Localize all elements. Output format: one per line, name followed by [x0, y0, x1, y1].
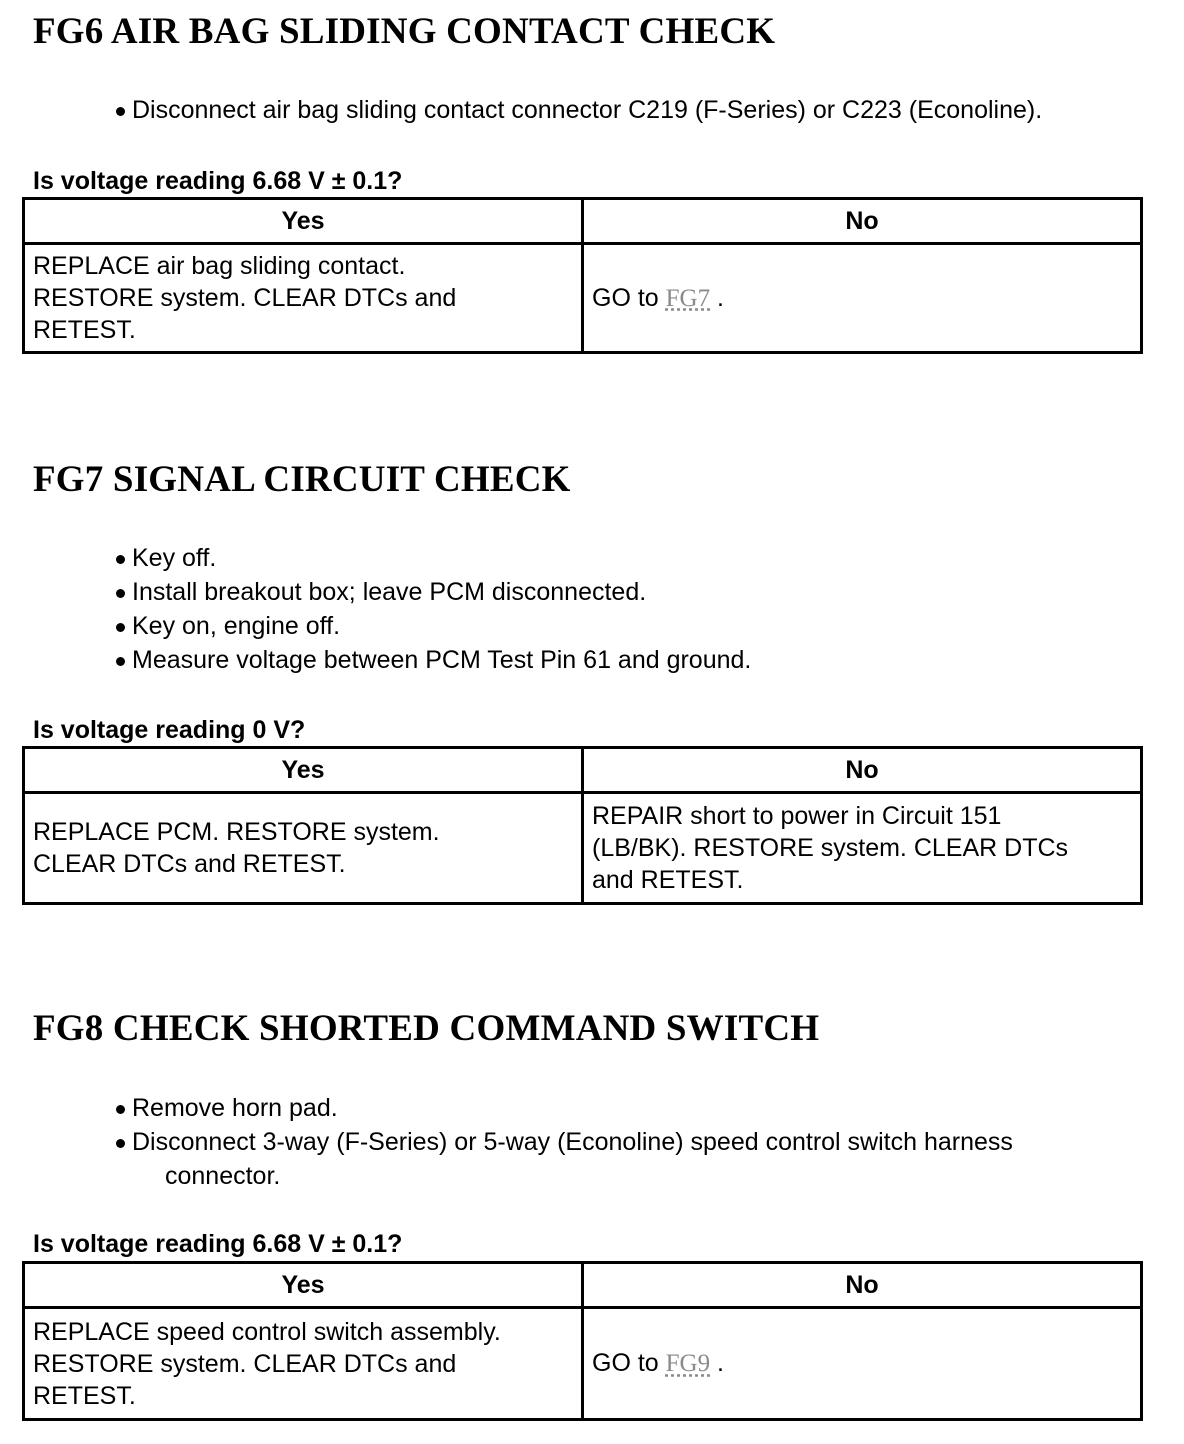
no-header: No [583, 748, 1142, 793]
period: . [710, 1349, 725, 1377]
bullet-icon [116, 1139, 125, 1148]
yes-line: REPLACE PCM. RESTORE system. [33, 818, 440, 846]
yes-line: CLEAR DTCs and RETEST. [33, 850, 346, 878]
no-cell [583, 793, 1142, 904]
fg9-link[interactable]: FG9 [665, 1350, 711, 1377]
no-line: and RETEST. [592, 866, 744, 894]
fg7-result-table [22, 746, 1143, 905]
yes-cell [24, 1308, 583, 1420]
fg6-heading: FG6 AIR BAG SLIDING CONTACT CHECK [33, 11, 776, 52]
fg7-steps [113, 541, 751, 677]
yes-header: Yes [24, 1263, 583, 1308]
fg7-step [113, 643, 751, 677]
fg7-link[interactable]: FG7 [665, 284, 711, 312]
go-to-text: GO to [592, 1349, 666, 1377]
yes-line: RETEST. [33, 316, 136, 344]
no-cell [583, 244, 1142, 353]
no-header: No [583, 199, 1142, 244]
no-cell [583, 1308, 1142, 1420]
fg8-question: Is voltage reading 6.68 V ± 0.1? [33, 1230, 403, 1258]
yes-line: REPLACE speed control switch assembly. [33, 1317, 501, 1346]
fg8-result-table [22, 1261, 1143, 1421]
fg8-steps [113, 1091, 1013, 1193]
fg7-step-text: Key on, engine off. [132, 612, 341, 640]
period: . [710, 283, 725, 312]
yes-line: RESTORE system. CLEAR DTCs and [33, 284, 457, 312]
bullet-icon [116, 1105, 125, 1114]
bullet-icon [116, 107, 125, 116]
fg7-step-text: Measure voltage between PCM Test Pin 61 and ground. [132, 646, 752, 674]
fg8-step-text: Disconnect 3-way (F-Series) or 5-way (Econoline) speed control switch harness [132, 1128, 1013, 1156]
bullet-icon [116, 589, 125, 598]
fg7-question: Is voltage reading 0 V? [33, 716, 306, 744]
yes-line: RESTORE system. CLEAR DTCs and [33, 1349, 457, 1378]
bullet-icon [116, 623, 125, 632]
yes-cell [24, 244, 583, 353]
bullet-icon [116, 555, 125, 564]
fg8-heading: FG8 CHECK SHORTED COMMAND SWITCH [33, 1008, 820, 1049]
fg8-step-text: Remove horn pad. [132, 1094, 338, 1122]
go-to-text: GO to [592, 283, 666, 312]
fg7-step-text: Key off. [132, 544, 217, 572]
yes-cell [24, 793, 583, 904]
fg6-steps [113, 93, 1042, 127]
yes-line: REPLACE air bag sliding contact. [33, 252, 406, 280]
yes-header: Yes [24, 199, 583, 244]
fg8-step [113, 1091, 1013, 1125]
fg7-step-text: Install breakout box; leave PCM disconnected. [132, 578, 647, 606]
fg8-step-continuation: connector. [165, 1162, 281, 1190]
bullet-icon [116, 657, 125, 666]
fg8-step [113, 1125, 1013, 1193]
fg6-step [113, 93, 1042, 127]
fg7-step [113, 575, 751, 609]
fg7-step [113, 609, 751, 643]
no-line: REPAIR short to power in Circuit 151 [592, 802, 1002, 830]
yes-header: Yes [24, 748, 583, 793]
no-line: (LB/BK). RESTORE system. CLEAR DTCs [592, 834, 1069, 862]
fg7-heading: FG7 SIGNAL CIRCUIT CHECK [33, 459, 571, 500]
fg6-step-text: Disconnect air bag sliding contact connector C219 (F-Series) or C223 (Econoline). [132, 96, 1043, 124]
no-header: No [583, 1263, 1142, 1308]
fg6-result-table [22, 197, 1143, 354]
fg6-question: Is voltage reading 6.68 V ± 0.1? [33, 167, 403, 195]
yes-line: RETEST. [33, 1381, 136, 1410]
fg7-step [113, 541, 751, 575]
